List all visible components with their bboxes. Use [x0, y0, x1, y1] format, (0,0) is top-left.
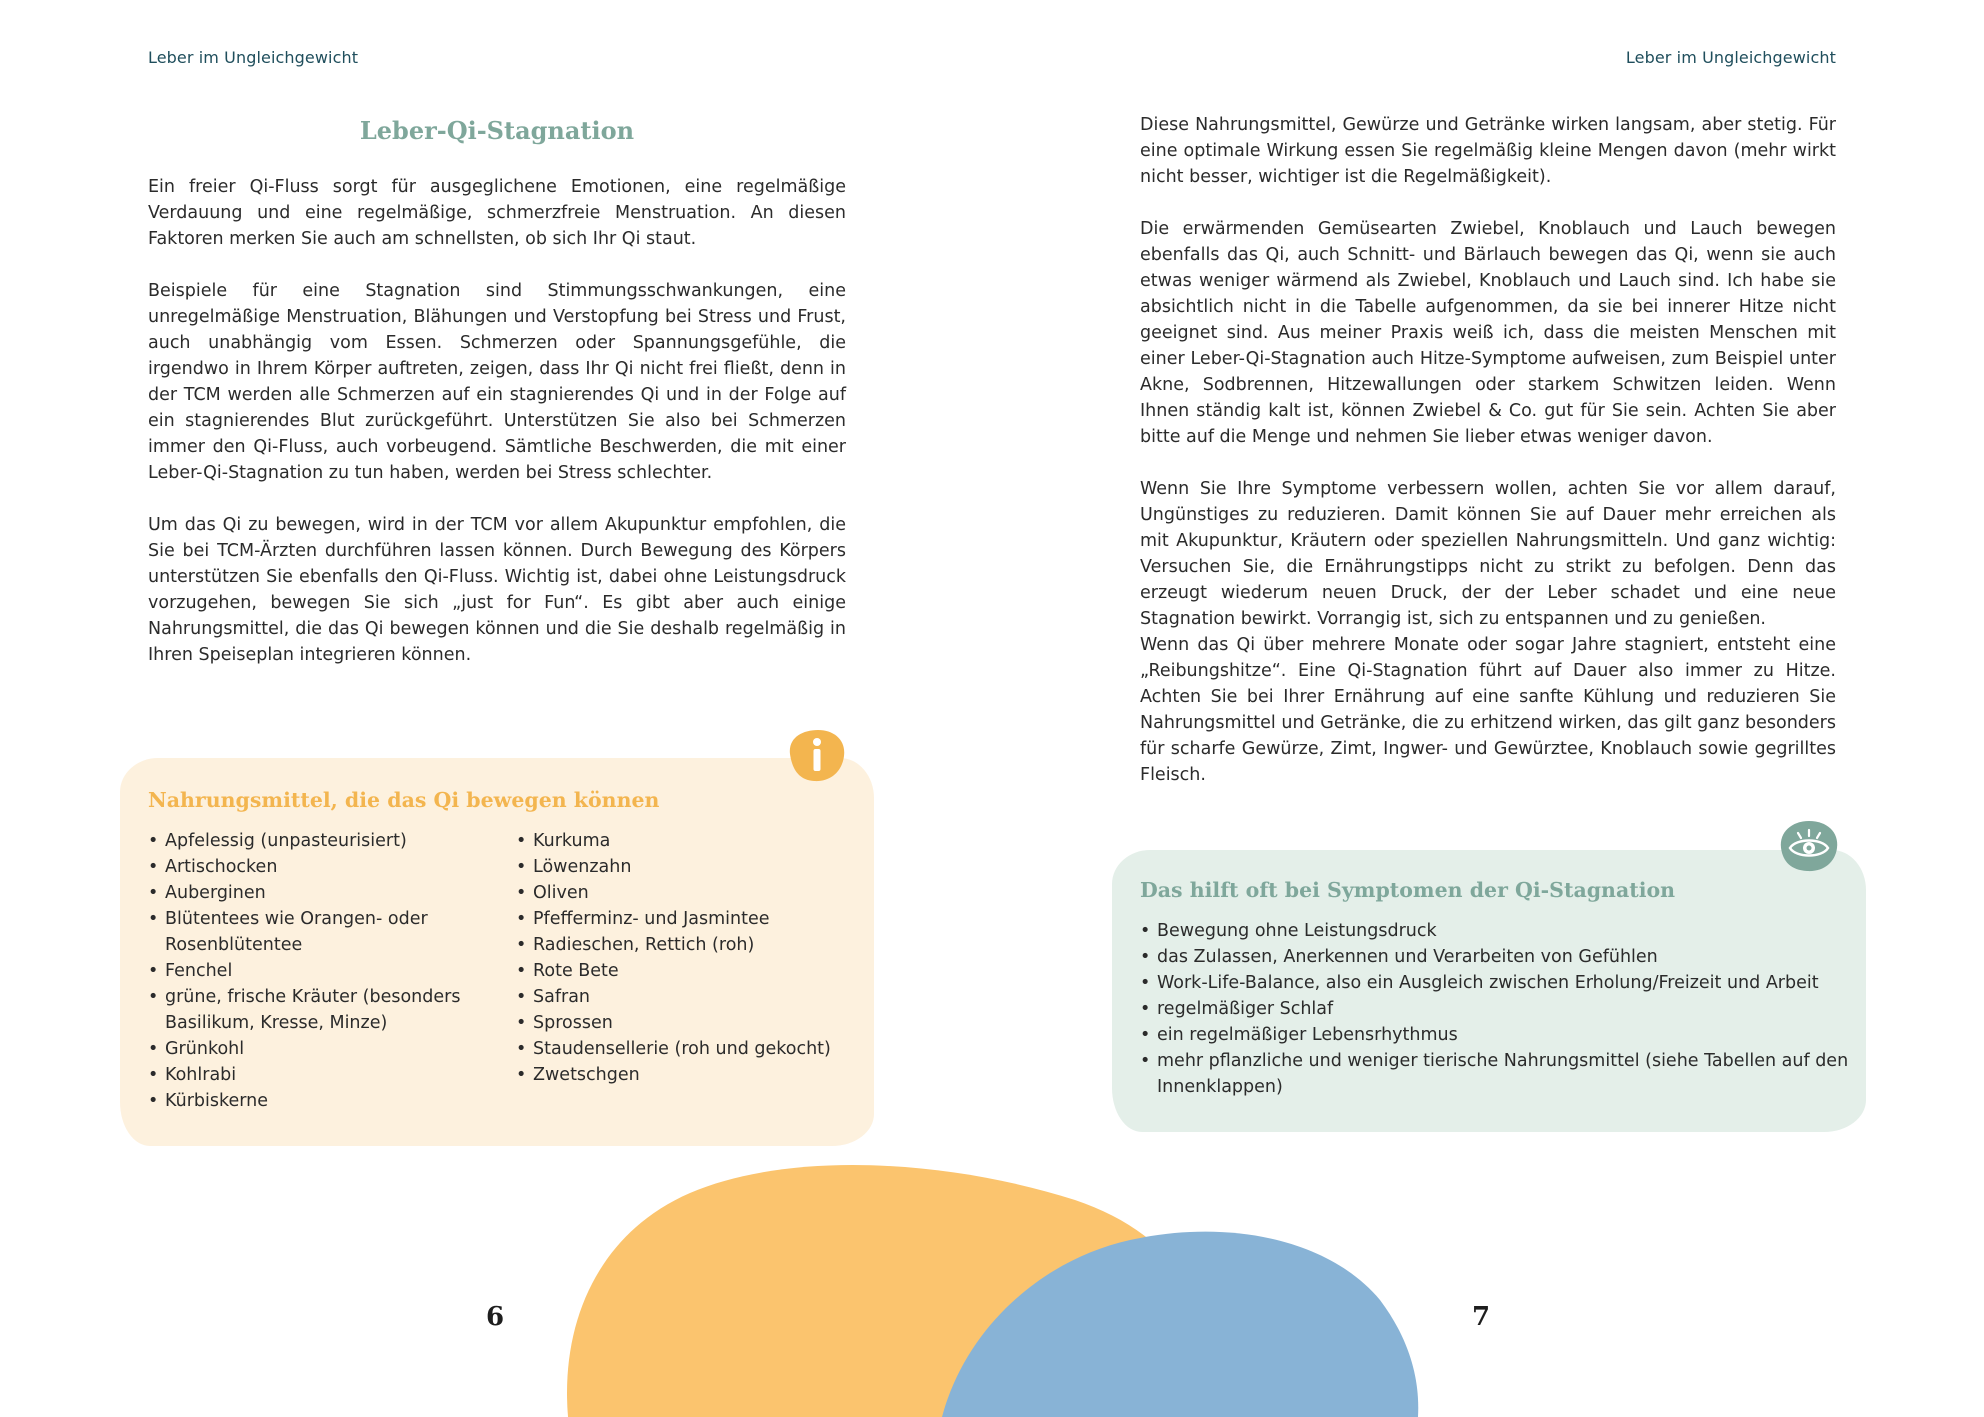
- list-item: • Radieschen, Rettich (roh): [516, 932, 866, 958]
- list-item: • Rote Bete: [516, 958, 866, 984]
- section-title: Leber-Qi-Stagnation: [359, 116, 635, 145]
- list-item: • Safran: [516, 984, 866, 1010]
- food-list-column-2: [516, 828, 866, 1088]
- right-page: [992, 0, 1984, 1417]
- list-item: • ein regelmäßiger Lebensrhythmus: [1140, 1022, 1852, 1048]
- list-item: • regelmäßiger Schlaf: [1140, 996, 1852, 1022]
- page-number: 6: [486, 1302, 505, 1332]
- list-item: • Oliven: [516, 880, 866, 906]
- info-box: [120, 758, 874, 1146]
- list-item: • Artischocken: [148, 854, 508, 880]
- list-item: • das Zulassen, Anerkennen und Verarbeiten von Gefühlen: [1140, 944, 1852, 970]
- food-list-column-1: [148, 828, 508, 1114]
- list-item: • Bewegung ohne Leistungsdruck: [1140, 918, 1852, 944]
- list-item: • Blütentees wie Orangen- oder Rosenblütentee: [148, 906, 508, 958]
- list-item: • Apfelessig (unpasteurisiert): [148, 828, 508, 854]
- paragraph: Die erwärmenden Gemüsearten Zwiebel, Knoblauch und Lauch bewegen ebenfalls das Qi, auch Schnitt- und Bärlauch bewegen das Qi, wenn sie auch etwas weniger wärmend als Zwiebel, Knoblauch und Lauch sind. Ich habe sie absichtlich nicht in die Tabelle aufgenommen, da sie bei innerer Hitze nicht geeignet sind. Aus meiner Praxis weiß ich, dass die meisten Menschen mit einer Leber-Qi-Stagnation auch Hitze-Symptome aufweisen, zum Beispiel unter Akne, Sodbrennen, Hitzewallungen oder starkem Schwitzen leiden. Wenn Ihnen ständig kalt ist, können Zwiebel & Co. gut für Sie sein. Achten Sie aber bitte auf die Menge und nehmen Sie lieber etwas weniger davon.: [1140, 219, 1836, 447]
- body-text: [1140, 112, 1836, 788]
- paragraph: Um das Qi zu bewegen, wird in der TCM vor allem Akupunktur empfohlen, die Sie bei TCM-Ärzten durchführen lassen können. Durch Bewegung des Körpers unterstützen Sie ebenfalls den Qi-Fluss. Wichtig ist, dabei ohne Leistungsdruck vorzugehen, bewegen Sie sich „just for Fun“. Es gibt aber auch einige Nahrungsmittel, die das Qi bewegen können und die Sie deshalb regelmäßig in Ihren Speiseplan integrieren können.: [148, 515, 846, 665]
- info-icon: [784, 728, 848, 784]
- list-item: • Fenchel: [148, 958, 508, 984]
- list-item: • mehr pflanzliche und weniger tierische Nahrungsmittel (siehe Tabellen auf den Innenklappen): [1140, 1048, 1852, 1100]
- paragraph: Wenn Sie Ihre Symptome verbessern wollen, achten Sie vor allem darauf, Ungünstiges zu reduzieren. Damit können Sie auf Dauer mehr erreichen als mit Akupunktur, Kräutern oder speziellen Nahrungsmitteln. Und ganz wichtig: Versuchen Sie, die Ernährungstipps nicht zu strikt zu befolgen. Denn das erzeugt wiederum neuen Druck, der der Leber schadet und eine neue Stagnation bewirkt. Vorrangig ist, sich zu entspannen und zu genießen.: [1140, 479, 1836, 629]
- list-item: • Kürbiskerne: [148, 1088, 508, 1114]
- page-number: 7: [1472, 1302, 1491, 1332]
- list-item: • Sprossen: [516, 1010, 866, 1036]
- running-head: Leber im Ungleichgewicht: [148, 48, 359, 67]
- info-box-title: Nahrungsmittel, die das Qi bewegen können: [148, 788, 660, 812]
- list-item: • Work-Life-Balance, also ein Ausgleich zwischen Erholung/Freizeit und Arbeit: [1140, 970, 1852, 996]
- list-item: • Kohlrabi: [148, 1062, 508, 1088]
- list-item: • Zwetschgen: [516, 1062, 866, 1088]
- body-text: [148, 174, 846, 668]
- tip-box-title: Das hilft oft bei Symptomen der Qi-Stagnation: [1140, 878, 1676, 902]
- list-item: • Auberginen: [148, 880, 508, 906]
- paragraph: Beispiele für eine Stagnation sind Stimmungsschwankungen, eine unregelmäßige Menstruation, Blähungen und Verstopfung bei Stress und Frust, auch unabhängig vom Essen. Schmerzen oder Spannungsgefühle, die irgendwo in Ihrem Körper auftreten, zeigen, dass Ihr Qi nicht frei fließt, denn in der TCM werden alle Schmerzen auf ein stagnierendes Qi und in der Folge auf ein stagnierendes Blut zurückgeführt. Unterstützen Sie also bei Schmerzen immer den Qi-Fluss, auch vorbeugend. Sämtliche Beschwerden, die mit einer Leber-Qi-Stagnation zu tun haben, werden bei Stress schlechter.: [148, 281, 846, 483]
- list-item: • Pfefferminz- und Jasmintee: [516, 906, 866, 932]
- list-item: • Löwenzahn: [516, 854, 866, 880]
- list-item: • grüne, frische Kräuter (besonders Basilikum, Kresse, Minze): [148, 984, 508, 1036]
- paragraph: Diese Nahrungsmittel, Gewürze und Getränke wirken langsam, aber stetig. Für eine optimale Wirkung essen Sie regelmäßig kleine Mengen davon (mehr wirkt nicht besser, wichtiger ist die Regelmäßigkeit).: [1140, 115, 1836, 187]
- running-head: Leber im Ungleichgewicht: [1625, 48, 1836, 67]
- paragraph: Ein freier Qi-Fluss sorgt für ausgeglichene Emotionen, eine regelmäßige Verdauung und eine regelmäßige, schmerzfreie Menstruation. An diesen Faktoren merken Sie auch am schnellsten, ob sich Ihr Qi staut.: [148, 177, 846, 249]
- paragraph: Wenn das Qi über mehrere Monate oder sogar Jahre stagniert, entsteht eine „Reibungshitze“. Eine Qi-Stagnation führt auf Dauer also immer zu Hitze. Achten Sie bei Ihrer Ernährung auf eine sanfte Kühlung und reduzieren Sie Nahrungsmittel und Getränke, die zu erhitzend wirken, das gilt ganz besonders für scharfe Gewürze, Zimt, Ingwer- und Gewürztee, Knoblauch sowie gegrilltes Fleisch.: [1140, 635, 1836, 785]
- list-item: • Kurkuma: [516, 828, 866, 854]
- list-item: • Staudensellerie (roh und gekocht): [516, 1036, 866, 1062]
- list-item: • Grünkohl: [148, 1036, 508, 1062]
